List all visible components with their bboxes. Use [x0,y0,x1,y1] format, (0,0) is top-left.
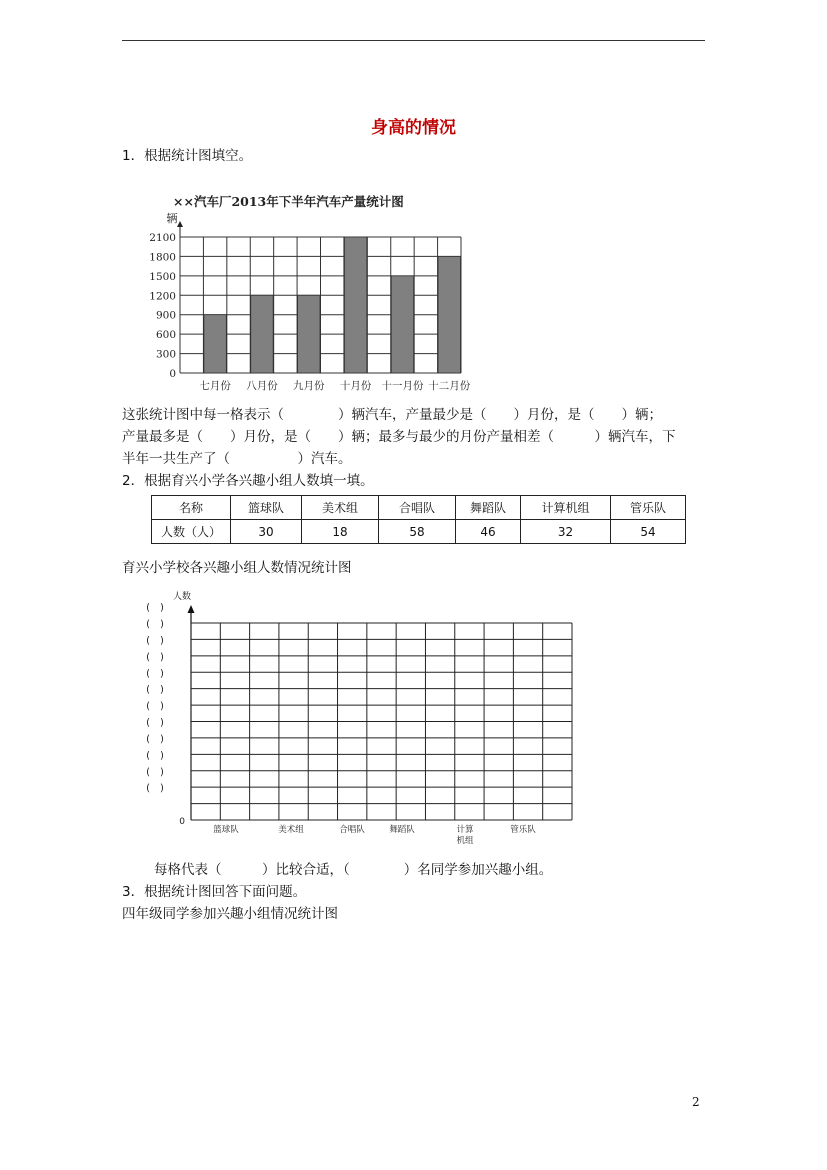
chart2-tick-label: ( ) [146,717,164,729]
page-number: 2 [692,1095,700,1109]
chart1-x-label: 十月份 [339,380,372,392]
table-cell: 30 [231,520,302,544]
chart2-x-label: 计算 [456,825,474,835]
chart2-tick-label: ( ) [146,766,164,778]
chart1-svg [141,180,493,396]
chart1-y-arrow [177,221,183,227]
table-row [152,520,686,544]
chart2-x-label: 美术组 [278,825,304,835]
chart1-bar [298,295,320,373]
q1-line-3: 半年一共生产了（ ）汽车。 [122,451,352,467]
chart1-tick-label: 1800 [149,251,176,264]
q1-line-1: 这张统计图中每一格表示（ ）辆汽车，产量最少是（ ）月份，是（ ）辆； [122,407,662,423]
table-cell: 名称 [152,496,231,520]
q1-line-2: 产量最多是（ ）月份，是（ ）辆；最多与最少的月份产量相差（ ）辆汽车，下 [122,429,676,445]
table-cell: 篮球队 [231,496,302,520]
table-cell: 46 [456,520,521,544]
chart2-svg [130,585,590,850]
chart1-x-label: 七月份 [199,380,231,392]
table-cell: 管乐队 [611,496,686,520]
chart2-tick-label: ( ) [146,783,164,795]
q3-heading: 3．根据统计图回答下面问题。 [122,884,307,900]
chart2-title: 育兴小学校各兴趣小组人数情况统计图 [122,560,352,576]
chart2-tick-label: ( ) [146,668,164,680]
chart2-x-label: 篮球队 [213,825,239,835]
table-cell: 人数（人） [152,520,231,544]
chart1-tick-label: 1200 [149,290,176,303]
chart1-tick-label: 900 [155,309,176,322]
table-cell: 舞蹈队 [456,496,521,520]
table-cell: 美术组 [302,496,379,520]
chart2-y-arrow [188,605,195,613]
car-production-chart [141,180,493,396]
table-cell: 54 [611,520,686,544]
interest-group-table [151,495,686,544]
chart1-bar [438,256,460,373]
chart1-x-label: 十一月份 [381,380,424,392]
table-header-row [152,496,686,520]
q2-question: 每格代表（ ）比较合适，（ ）名同学参加兴趣小组。 [154,862,553,878]
header-rule [122,40,705,41]
chart1-x-label: 九月份 [293,380,325,392]
chart1-tick-label: 0 [169,368,176,380]
chart1-title: ××汽车厂2013年下半年汽车产量统计图 [173,194,404,209]
chart2-x-label: 合唱队 [339,825,365,835]
chart1-bar [344,237,366,373]
chart1-tick-label: 300 [155,348,176,361]
blank-grid-chart [130,585,590,850]
q1-heading: 1．根据统计图填空。 [122,148,253,164]
chart1-bar [251,295,273,373]
table-cell: 18 [302,520,379,544]
chart2-tick-label: ( ) [146,701,164,713]
q2-heading: 2．根据育兴小学各兴趣小组人数填一填。 [122,473,374,489]
chart2-tick-label: 0 [179,817,185,827]
chart2-tick-label: ( ) [146,651,164,663]
chart2-tick-label: ( ) [146,750,164,762]
table-cell: 58 [379,520,456,544]
chart2-x-label: 机组 [456,836,474,846]
chart2-tick-label: ( ) [146,733,164,745]
chart2-x-label: 管乐队 [510,825,536,835]
chart2-y-label: 人数 [173,592,192,602]
table-cell: 计算机组 [521,496,611,520]
chart1-y-label: 辆 [166,212,178,225]
chart1-tick-label: 600 [155,329,176,342]
chart1-tick-label: 1500 [149,270,176,283]
chart1-tick-label: 2100 [149,232,176,244]
q3-chart-title: 四年级同学参加兴趣小组情况统计图 [122,906,338,922]
table-cell: 合唱队 [379,496,456,520]
chart2-tick-label: ( ) [146,602,164,614]
page-title: 身高的情况 [371,118,456,138]
chart1-x-label: 八月份 [246,380,278,392]
chart1-bar [391,276,413,373]
chart2-tick-label: ( ) [146,684,164,696]
chart2-tick-label: ( ) [146,635,164,647]
chart2-tick-label: ( ) [146,619,164,630]
table-cell: 32 [521,520,611,544]
chart1-x-label: 十二月份 [428,380,471,392]
chart2-x-label: 舞蹈队 [389,825,415,835]
chart1-bar [204,315,226,373]
